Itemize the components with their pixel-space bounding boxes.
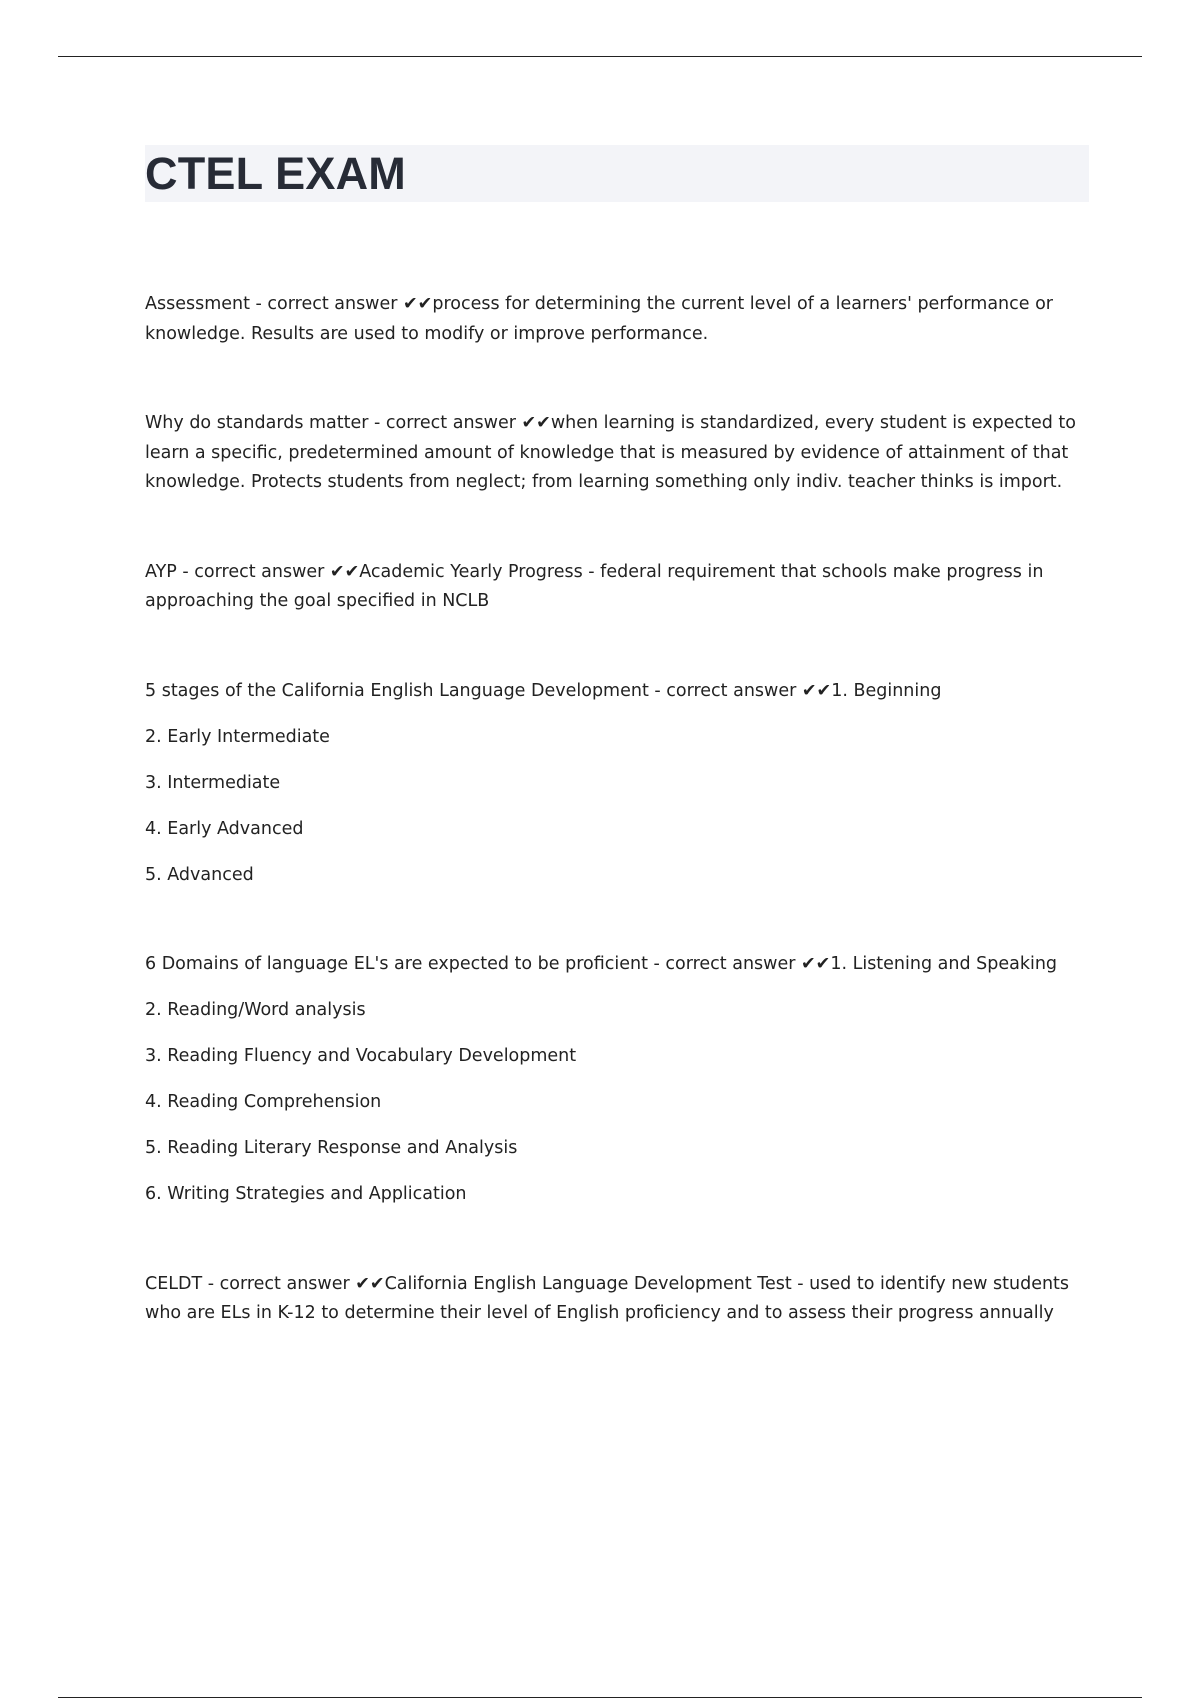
qa-text: Assessment - correct answer ✔✔process for determining the current level of a learners' performance or knowledge. Results are used to modify or improve performance. [145,294,1053,344]
list-item: 5. Reading Literary Response and Analysis [145,1138,518,1158]
entry-spacer [145,498,1085,558]
entry-spacer [145,890,1085,950]
qa-entry-assessment [145,290,1085,349]
footer-rule [58,1697,1142,1698]
qa-text: 6 Domains of language EL's are expected to be proficient - correct answer ✔✔1. Listening and Speaking [145,954,1058,974]
list-item: 4. Reading Comprehension [145,1092,382,1112]
document-body [145,290,1085,1329]
qa-entry-ayp [145,558,1085,617]
qa-text: Why do standards matter - correct answer ✔✔when learning is standardized, every student is expected to learn a specific, predetermined amount of knowledge that is measured by evidence of attainment of that knowledge. Protects students from neglect; from learning something only indiv. teacher thinks is import. [145,413,1077,492]
qa-entry-el-domains [145,950,1085,1210]
header-rule [58,56,1142,57]
entry-spacer [145,1210,1085,1270]
page-title: CTEL EXAM [145,148,406,199]
qa-entry-standards [145,409,1085,498]
list-item: 4. Early Advanced [145,818,304,839]
entry-spacer [145,617,1085,677]
qa-text: AYP - correct answer ✔✔Academic Yearly Progress - federal requirement that schools make progress in approaching the goal specified in NCLB [145,561,1044,611]
qa-entry-eld-stages [145,677,1085,891]
list-item: 6. Writing Strategies and Application [145,1184,467,1204]
qa-text: 5 stages of the California English Language Development - correct answer ✔✔1. Beginning [145,680,942,701]
qa-entry-celdt [145,1270,1085,1329]
entry-spacer [145,349,1085,409]
list-item: 3. Intermediate [145,772,281,793]
list-item: 3. Reading Fluency and Vocabulary Development [145,1046,577,1066]
list-item: 5. Advanced [145,864,254,885]
list-item: 2. Reading/Word analysis [145,1000,366,1020]
qa-text: CELDT - correct answer ✔✔California English Language Development Test - used to identify new students who are ELs in K-12 to determine their level of English proficiency and to assess their progress annually [145,1273,1070,1323]
list-item: 2. Early Intermediate [145,726,330,747]
